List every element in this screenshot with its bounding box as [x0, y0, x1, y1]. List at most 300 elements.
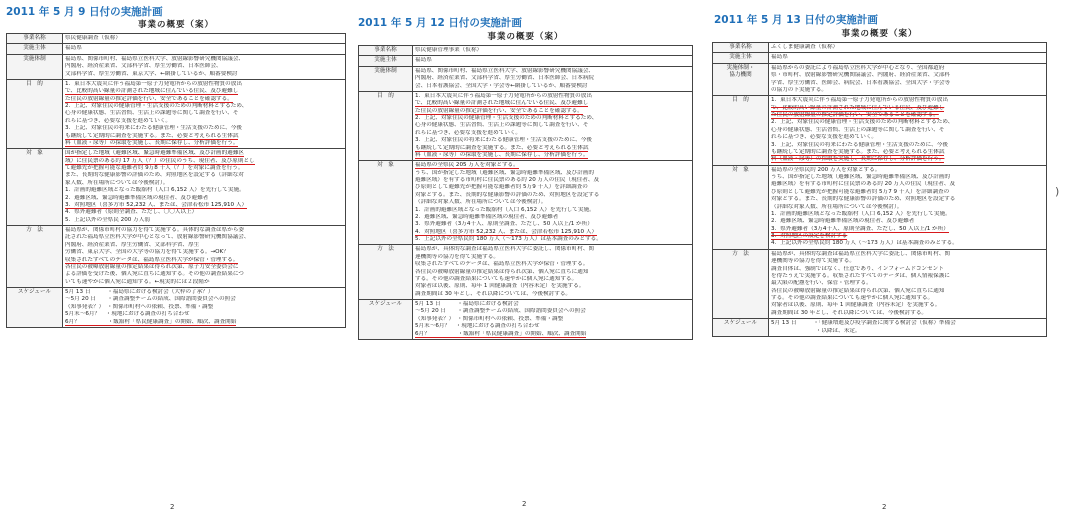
row-label: 事業名称 — [713, 43, 769, 53]
text-line — [65, 202, 343, 209]
text-line — [415, 47, 690, 54]
text-line-content: た住民の放射線量の推定評価を行い、安全であることを確認する。 — [771, 112, 939, 118]
table-row — [713, 63, 1047, 96]
doc1-page-number: 2 — [170, 503, 175, 511]
text-line-content: で、比較的高い線量の計測された地域に住んでいる住民、及び避難し — [415, 100, 589, 107]
text-line — [65, 45, 343, 52]
text-line-content: 3．上記、対象住民の将来にわたる健康管理・生活支援のために、今後 — [65, 125, 242, 132]
text-line-content: 6月？ ・飯舘村「県民健康調査」の開始、順次、調査開始 — [65, 318, 237, 325]
text-line — [65, 180, 343, 187]
text-line-content: 4．対照地区（喜多方市 52,232 人、または、会津若松市 125,910 人） — [415, 228, 598, 235]
text-line — [415, 254, 690, 261]
row-content — [63, 44, 346, 54]
text-line-content: ふくしま健康調査（仮称） — [771, 44, 839, 50]
table-row — [359, 46, 693, 56]
text-line — [415, 68, 690, 75]
table-row — [7, 79, 346, 148]
text-line-content: 3．県外避難者（3万4千人、原則全調査、ただし、50 人以上/1 か所） — [415, 221, 593, 228]
text-line — [65, 133, 343, 140]
text-line-content: （詳細な対象人数、所在場所については今後検討）。 — [415, 199, 547, 206]
row-label: 実施主体 — [713, 53, 769, 63]
text-line-content: （詳細な対象人数、所在場所については今後検討）。 — [771, 203, 903, 210]
row-content — [769, 319, 1047, 337]
text-line — [415, 122, 690, 129]
text-line-content: 収集されたすべてのデータは、福島県立医科大学が保管・管理する。 — [415, 261, 589, 268]
text-line — [415, 145, 690, 152]
row-content — [413, 46, 693, 56]
text-line — [771, 97, 1044, 104]
text-line — [415, 184, 690, 191]
text-line-content: 1．東日本大震災に伴う福島第一原子力発電所からの放射性物質の放出 — [771, 97, 948, 104]
text-line-content: 象人数、所在場所については今後検討）。 — [65, 179, 169, 186]
text-line — [65, 96, 343, 103]
row-label: 目 的 — [713, 96, 769, 165]
row-content — [63, 54, 346, 79]
doc1-table — [6, 33, 346, 328]
text-line — [771, 142, 1044, 149]
text-line-content: 料（血液・尿等）の採取を実施し、長期に保存し、分析評価を行う。 — [771, 156, 945, 163]
text-line-content: （知事発表？） ・関係市町村への依頼、投票、準備・調整 — [65, 303, 214, 310]
text-line-content: び原則として避難先が把握可能な避難者約 5万7 9 千人）を詳細調査の — [771, 188, 950, 195]
text-line-content: 3．対照地区（喜多方市 52,232 人、または、会津若松市 125,910 人） — [65, 201, 248, 208]
text-line-content: 3．県外避難者（3万4千人、原則全調査、ただし、50 人以上/1 か所） — [771, 225, 949, 232]
text-line-content: 5月 13 日 ・「健康増進及び疫学調査に関する検討会（仮称）準備会 — [771, 320, 956, 327]
text-line-content: も継続して定期的に調査を実施する。また、必要と考えられる生体試 — [415, 144, 589, 151]
text-line — [65, 71, 343, 78]
text-line — [771, 310, 1044, 317]
text-line — [415, 130, 690, 137]
text-line — [65, 165, 343, 172]
text-line — [771, 240, 1044, 247]
text-line-content: よる評価を受けた後、個人宛に直ちに通知する。その他の調査結果につ — [65, 271, 244, 278]
text-line — [415, 221, 690, 228]
text-line — [771, 288, 1044, 295]
doc2-page-number: 2 — [522, 500, 527, 508]
text-line-content: 福島県が、具体的な調査は福島県立医科大学に委託し、関係市町村、関 — [771, 250, 951, 257]
text-line-content: ・以降は、未定。 — [771, 327, 861, 334]
text-line — [415, 269, 690, 276]
text-line — [771, 302, 1044, 309]
text-line-content: 1．東日本大震災に伴う福島第一原子力発電所からの放射性物質の放出 — [65, 80, 242, 87]
text-line — [415, 192, 690, 199]
text-line-content: 国が指定した地域（避難区域、緊急時避難準備区域、及び計画的避難区 — [65, 150, 245, 157]
text-line — [415, 170, 690, 177]
row-label: 対 象 — [713, 165, 769, 249]
doc3-page-number: 2 — [882, 503, 887, 511]
text-line — [771, 258, 1044, 265]
row-content — [63, 288, 346, 328]
text-line — [415, 177, 690, 184]
text-line-content: 2．避難区域、緊急時避難準備区域の現住者、及び避難者 — [771, 218, 915, 225]
text-line — [65, 242, 343, 249]
text-line-content: 1．東日本大震災に伴う福島第一原子力発電所からの放射性物質の放出 — [415, 92, 592, 99]
text-line — [771, 72, 1044, 79]
text-line-content: 会、日本看護協会、全国大学・学会等←網掛しているか、順番要検討 — [415, 82, 588, 89]
table-row — [7, 288, 346, 328]
row-content — [63, 34, 346, 44]
row-label: 事業名称 — [7, 34, 63, 44]
text-line-content: を得たうえで実施する。収集されたすべてのデータは、個人情報保護に — [771, 272, 950, 279]
text-line — [415, 108, 690, 115]
text-line — [771, 80, 1044, 87]
row-content — [769, 96, 1047, 165]
text-line — [415, 291, 690, 298]
table-row — [7, 149, 346, 226]
row-label: 方 法 — [713, 249, 769, 318]
doc2-heading: 2011 年 5 月 12 日付の実施計画 — [358, 17, 522, 29]
text-line — [65, 56, 343, 63]
row-label: 事業名称 — [359, 46, 413, 56]
text-line — [771, 119, 1044, 126]
text-line-content: 調査自体は、強制ではなく、任意であり、インフォームドコンセント — [771, 265, 944, 272]
row-content — [769, 165, 1047, 249]
text-line-content: 内閣府、経済産業省、文部科学省、厚生労働省、日本医師会、 — [65, 63, 222, 70]
row-label: 対 象 — [359, 161, 413, 245]
text-line — [65, 88, 343, 95]
text-line — [415, 207, 690, 214]
text-line — [65, 209, 343, 216]
text-line — [65, 125, 343, 132]
text-line-content: た住民の放射線量の推定評価を行い、安全であることを確認する。 — [65, 95, 233, 102]
row-label: 方 法 — [7, 226, 63, 288]
text-line — [65, 110, 343, 117]
text-line-content: 域）に住民票のある約 17 万人（？）の住民のうち、現住者、及び原則とし — [65, 157, 255, 164]
text-line-content: 対象者は以後、原則、毎年 1 回健康調査（内容未定）を実施する。 — [771, 302, 941, 309]
text-line-content: 託された福島県立医科大学が中心となって、放射線影響研究機関協議会、 — [65, 234, 250, 241]
row-content — [63, 226, 346, 288]
table-row — [359, 161, 693, 245]
text-line-content: 内閣府、経済産業省、厚生労働省、文部科学省、厚生 — [65, 241, 200, 248]
text-line-content: 5月 13 日 ・福島県における検討会（大枠の了承？） — [65, 289, 214, 295]
text-line-content: も継続して定期的に調査を実施する。また、必要と考えられる生体試 — [65, 132, 239, 139]
text-line — [415, 162, 690, 169]
text-line — [65, 319, 343, 326]
row-label: 対 象 — [7, 149, 63, 226]
table-row — [7, 54, 346, 79]
text-line — [65, 158, 343, 165]
row-content — [769, 43, 1047, 53]
text-line-content: れらに基づき、必要な支援を進めていく。 — [65, 117, 171, 124]
text-line — [415, 308, 690, 315]
text-line — [771, 189, 1044, 196]
text-line — [65, 279, 343, 286]
text-line-content: 福島県の全県民約 200 万人を対象とする。 — [771, 166, 881, 173]
text-line — [65, 118, 343, 125]
text-line-content: 1．計画的避難区域となった飯舘村（人口 6,152 人）を先行して実施。 — [415, 206, 595, 213]
table-row — [713, 319, 1047, 337]
row-label: スケジュール — [713, 319, 769, 337]
doc1-heading: 2011 年 5 月 9 日付の実施計画 — [6, 6, 163, 18]
text-line — [771, 127, 1044, 134]
table-row — [359, 56, 693, 66]
text-line-content: 学省、厚生労働省、医師会、病院会、日本看護協会、全国大学・学会等 — [771, 79, 951, 86]
text-line-content: 県・市町村、放射線影響研究機関協議会、内閣府、経済産業省、文部科 — [771, 72, 951, 79]
text-line-content: 4．上記以外の全県民約 180 万人（～173 万人）は基本調査のみとする。 — [771, 240, 958, 247]
text-line — [415, 316, 690, 323]
doc3-title: 事業の概要（案） — [841, 29, 918, 39]
text-line — [771, 65, 1044, 72]
text-line-content: 各住民の被曝放射線量の推定結果は得られ次第、個人宛に直ちに通知 — [771, 287, 945, 294]
text-line-content: 心身の健康状態、生活習慣、生活上の課題等に関して調査を行い、そ — [771, 126, 945, 133]
text-line — [771, 226, 1044, 233]
text-line — [65, 249, 343, 256]
row-label: 実施体制 — [359, 66, 413, 91]
text-line-content: 調査期間は 30 年とし、それ以降については、今後検討する。 — [415, 290, 572, 297]
text-line — [771, 218, 1044, 225]
row-content — [413, 91, 693, 160]
text-line-content: 対象とする。また、長期的な健康影響の評価のため、対照地区を設定する — [771, 196, 956, 203]
text-line-content: で、比較的高い線量の計測された地域に住んでいる住民、及び避難し — [771, 104, 945, 111]
text-line — [65, 289, 343, 296]
text-line — [771, 251, 1044, 258]
text-line — [65, 140, 343, 147]
text-line-content: 2．避難区域、緊急時避難準備区域の現住者、及び避難者 — [415, 213, 559, 220]
text-line — [415, 115, 690, 122]
table-row — [7, 34, 346, 44]
table-row — [359, 66, 693, 91]
handwritten-mark: ) — [1055, 185, 1060, 198]
text-line — [771, 181, 1044, 188]
row-content — [769, 249, 1047, 318]
text-line-content: また、長期的な健康影響の評価のため、対照地区を設定する（詳細な対 — [65, 172, 244, 179]
text-line — [415, 261, 690, 268]
text-line-content: 福島県が、関係市町村の協力を得て実施する。具体的な調査は県から委 — [65, 227, 245, 233]
text-line — [415, 331, 690, 338]
text-line-content: 各住民の被曝放射線量の推定結果は得られ次第、原子力安全委員会に — [65, 263, 239, 270]
text-line — [415, 100, 690, 107]
text-line-content: 福島県 — [65, 45, 82, 52]
text-line-content: び原則として避難先が把握可能な避難者約 5万9 千人）を詳細調査の — [415, 184, 588, 191]
text-line-content: 4．県外避難者（原則全調査、ただし、〇〇人以上） — [65, 209, 198, 216]
table-row — [359, 245, 693, 300]
text-line-content: 福島県、関係市町村、福島県立医科大学、放射線影響研究機関協議会、 — [65, 55, 245, 62]
row-label: 目 的 — [359, 91, 413, 160]
text-line-content: 5月 13 日 ・福島県における検討会 — [415, 301, 519, 307]
text-line-content: た住民の放射線量の推定評価を行い、安全であることを確認する。 — [415, 107, 583, 114]
text-line-content: 福島県、関係市町村、福島県立医科大学、放射線影響研究機関協議会、 — [415, 67, 595, 74]
text-line — [65, 257, 343, 264]
doc2-table — [358, 45, 693, 340]
text-line-content: 労働省、東京大学、全国の大学等の協力を得て実施する。→OK？ — [65, 249, 229, 256]
text-line-content: 3．上記、対象住民の将来にわたる健康管理・生活支援のために、今後 — [415, 137, 592, 144]
text-line-content: 5月末～6月？ ・現地における調査の打ち合わせ — [415, 323, 540, 330]
document-panel-may-13 — [712, 27, 1047, 493]
text-line-content: 避難区域）を有する市町村に住民票のある約 20 万人の住民（現住者、及 — [415, 177, 600, 183]
text-line-content: 心身の健康状態、生活習慣、生活上の課題等に関して調査を行い、そ — [415, 122, 589, 129]
text-line — [415, 323, 690, 330]
text-line — [65, 81, 343, 88]
text-line — [65, 150, 343, 157]
text-line-content: うち、国が指定した地域（避難区域、緊急時避難準備区域、及び計画的 — [771, 174, 951, 180]
text-line-content: 内閣府、経済産業省、文部科学省、厚生労働省、日本医師会、日本病院 — [415, 75, 595, 82]
text-line — [771, 328, 1044, 335]
text-line — [415, 93, 690, 100]
text-line — [415, 246, 690, 253]
table-row — [359, 300, 693, 340]
text-line — [771, 320, 1044, 327]
text-line — [415, 229, 690, 236]
text-line — [65, 296, 343, 303]
text-line-content: れらに基づき、必要な支援を進めていく。 — [771, 134, 877, 141]
text-line — [65, 217, 343, 224]
text-line-content: も継続して定期的に調査を実施する。また、必要と考えられる生体試 — [771, 148, 945, 155]
text-line — [415, 276, 690, 283]
text-line-content: 2．上記、対象住民の健康管理・生活支援のための判断材料とするため、 — [771, 119, 954, 126]
text-line — [771, 196, 1044, 203]
row-label: 目 的 — [7, 79, 63, 148]
row-content — [769, 63, 1047, 96]
text-line — [771, 105, 1044, 112]
text-line-content: うち、国が指定した地域（避難区域、緊急時避難準備区域、及び計画的 — [415, 169, 595, 176]
text-line-content: の協力の下実施する。 — [771, 86, 827, 93]
table-row — [713, 53, 1047, 63]
text-line-content: 県民健康管理事業（仮称） — [415, 47, 483, 53]
text-line — [415, 83, 690, 90]
table-row — [359, 91, 693, 160]
text-line — [415, 301, 690, 308]
doc3-table — [712, 42, 1047, 337]
text-line-content: 調査期間は 30 年とし、それ以降については、今後検討する。 — [771, 309, 928, 316]
document-panel-may-9 — [6, 18, 346, 498]
text-line-content: 5月末～6月？ ・現地における調査の打ち合わせ — [65, 311, 190, 318]
table-row — [7, 226, 346, 288]
text-line — [65, 172, 343, 179]
text-line-content: 5．上記以外の全県民 200 万人弱 — [65, 216, 150, 223]
table-row — [713, 249, 1047, 318]
text-line — [65, 195, 343, 202]
text-line — [415, 199, 690, 206]
table-row — [713, 43, 1047, 53]
text-line-content: で、比較的高い線量の計測された地域に住んでいる住民、及び避難し — [65, 88, 239, 95]
row-content — [63, 149, 346, 226]
text-line-content: 最大限の配慮を行い、保管・管理する。 — [771, 280, 872, 287]
text-line-content: れらに基づき、必要な支援を進めていく。 — [415, 129, 521, 136]
text-line-content: 文部科学省、厚生労働省、東京大学、←網掛しているか、順番要検討 — [65, 70, 238, 77]
text-line-content: 各住民の被曝放射線量の推定結果は得られ次第、個人宛に直ちに通知 — [415, 268, 589, 275]
text-line — [771, 204, 1044, 211]
text-line — [415, 57, 690, 64]
text-line — [65, 264, 343, 271]
doc2-title: 事業の概要（案） — [487, 32, 564, 42]
text-line — [771, 273, 1044, 280]
row-content — [413, 66, 693, 91]
text-line — [65, 227, 343, 234]
text-line — [771, 174, 1044, 181]
text-line — [771, 156, 1044, 163]
text-line — [415, 283, 690, 290]
row-content — [413, 245, 693, 300]
text-line-content: ～5月 20 日 ・調査調整チームの結成、国際諮問委員会への照会 — [415, 308, 586, 315]
text-line-content: 料（血液・尿等）の採取を実施し、長期に保存し、分析評価を行う。 — [65, 139, 239, 146]
text-line — [65, 103, 343, 110]
text-line-content: 2．避難区域、緊急時避難準備区域の現住者、及び避難者 — [65, 194, 209, 201]
text-line — [65, 187, 343, 194]
text-line — [415, 152, 690, 159]
row-label: 方 法 — [359, 245, 413, 300]
text-line-content: 福島県からの委託により福島県立医科大学が中心となり、全国都道府 — [771, 64, 945, 71]
row-label: 実施主体 — [359, 56, 413, 66]
text-line-content: 3．対照地区の設定を検討する — [771, 233, 848, 239]
doc1-title: 事業の概要（案） — [137, 20, 214, 30]
text-line — [415, 236, 690, 243]
row-content — [413, 161, 693, 245]
row-content — [413, 56, 693, 66]
text-line-content: 5．上記以外の全県民約 180 万人（～173 万人）は基本調査のみとする。 — [415, 236, 602, 242]
row-label: スケジュール — [7, 288, 63, 328]
text-line — [771, 280, 1044, 287]
row-label: スケジュール — [359, 300, 413, 340]
text-line-content: 県民健康調査（仮称） — [65, 35, 121, 41]
text-line-content: 福島県 — [415, 57, 432, 64]
text-line-content: （知事発表？） ・関係市町村への依頼、投票、準備・調整 — [415, 315, 564, 322]
text-line-content: 連機関等の協力を得て実施する。 — [771, 258, 855, 265]
text-line — [65, 234, 343, 241]
text-line-content: て避難先が把握可能な避難者約 9万8 千人（？）を対象に調査を行う。 — [65, 165, 244, 171]
text-line-content: ～5月 20 日 ・調査調整チームの結成、国際諮問委員会への照会 — [65, 296, 236, 303]
text-line-content: 3．上記、対象住民の将来にわたる健康管理・生活支援のために、今後 — [771, 141, 948, 148]
text-line-content: 2．上記、対象住民の健康管理・生活支援のための判断材料とするため、 — [415, 115, 598, 121]
table-row — [713, 96, 1047, 165]
text-line-content: 福島県 — [771, 54, 788, 61]
table-row — [713, 165, 1047, 249]
text-line — [771, 54, 1044, 61]
text-line — [771, 266, 1044, 273]
text-line-content: いても速やかに個人宛に通知する。←現実的には２段階か — [65, 278, 210, 285]
document-panel-may-12 — [358, 30, 693, 500]
row-content — [63, 79, 346, 148]
doc3-heading: 2011 年 5 月 13 日付の実施計画 — [714, 14, 878, 26]
text-line-content: 対象者は以後、原則、毎年 1 回健康調査（内容未定）を実施する。 — [415, 283, 585, 290]
text-line — [771, 134, 1044, 141]
text-line-content: 対象とする。また、長期的な健康影響の評価のため、対照地区を設定する — [415, 191, 600, 198]
text-line — [771, 44, 1044, 51]
text-line-content: する。その他の調査結果についても速やかに個人宛に通知する。 — [415, 275, 578, 282]
text-line-content: 心身の健康状態、生活習慣、生活上の課題等に関して調査を行い、そ — [65, 110, 239, 117]
text-line — [771, 295, 1044, 302]
text-line — [65, 271, 343, 278]
text-line — [415, 137, 690, 144]
text-line-content: 収集されたすべてのデータは、福島県立医科大学が保管・管理する。 — [65, 256, 239, 263]
text-line — [771, 211, 1044, 218]
text-line — [65, 35, 343, 42]
text-line-content: 1．計画的避難区域となった飯舘村（人口 6,152 人）を先行して実施。 — [65, 187, 245, 194]
text-line-content: 1．計画的避難区域となった飯舘村（人口 6,152 人）を先行して実施。 — [771, 210, 951, 217]
text-line — [65, 63, 343, 70]
row-content — [413, 300, 693, 340]
text-line-content: 福島県が、具体的な調査は福島県立医科大学に委託し、関係市町村、関 — [415, 246, 595, 253]
text-line-content: する。その他の調査結果についても速やかに個人宛に通知する。 — [771, 295, 934, 301]
text-line-content: 避難区域）を有する市町村に住民票のある約 20 万人の住民（現住者、及 — [771, 181, 956, 188]
text-line-content: 連機関等の協力を得て実施する。 — [415, 253, 499, 260]
row-content — [769, 53, 1047, 63]
text-line-content: 料（血液・尿等）の採取を実施し、長期に保存し、分析評価を行う。 — [415, 151, 589, 158]
text-line — [771, 149, 1044, 156]
text-line — [771, 112, 1044, 119]
row-label: 実施体制・ 協力機関 — [713, 63, 769, 96]
table-row — [7, 44, 346, 54]
row-label: 実施主体 — [7, 44, 63, 54]
row-label: 実施体制 — [7, 54, 63, 79]
text-line — [771, 87, 1044, 94]
text-line — [771, 167, 1044, 174]
text-line — [415, 214, 690, 221]
text-line — [65, 311, 343, 318]
text-line — [771, 233, 1044, 240]
text-line-content: 福島県の全県民 205 万人を対象とする。 — [415, 162, 519, 169]
text-line — [415, 75, 690, 82]
text-line-content: 6月？ ・飯舘村「県民健康調査」の開始、順次、調査開始 — [415, 330, 587, 337]
text-line — [65, 304, 343, 311]
